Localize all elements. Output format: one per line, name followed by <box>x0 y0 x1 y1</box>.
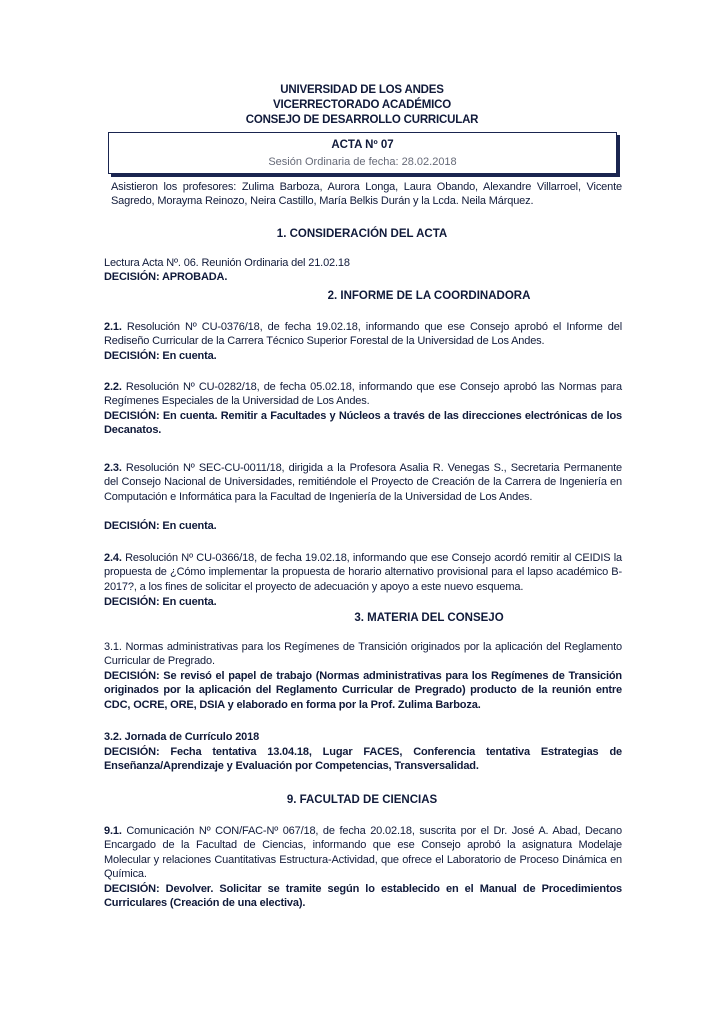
attendance-paragraph: Asistieron los profesores: Zulima Barboza, Aurora Longa, Laura Obando, Alexandre Villarroel, Vicente Sagredo, Morayma Reinozo, Neira Castillo, María Belkis Durán y la Lcda. Neila Márquez. <box>111 181 622 208</box>
item-2-2 <box>104 380 622 409</box>
lectura-item: Lectura Acta Nº. 06. Reunión Ordinaria del 21.02.18 <box>104 257 350 269</box>
acta-number: ACTA Nº 07 <box>331 139 394 151</box>
lectura-decision: DECISIÓN: APROBADA. <box>104 271 228 283</box>
acta-title-box <box>108 132 617 174</box>
item-9-1-decision: DECISIÓN: Devolver. Solicitar se tramite según lo establecido en el Manual de Procedimientos Curriculares (Creación de una electiva). <box>104 883 622 910</box>
section-1-heading: 1. CONSIDERACIÓN DEL ACTA <box>276 228 448 240</box>
item-3-1-decision: DECISIÓN: Se revisó el papel de trabajo (Normas administrativas para los Regímenes de Transición originados por la aplicación del Reglamento Curricular de Pregrado) producto de la reunión entre CDC, OCRE, ORE, DSIA y elaborado en forma por la Prof. Zulima Barboza. <box>104 670 622 711</box>
item-2-2-text: Resolución Nº CU-0282/18, de fecha 05.02.18, informando que ese Consejo aprobó las Normas para Regímenes Especiales de la Universidad de Los Andes. <box>104 381 622 408</box>
item-2-4-decision: DECISIÓN: En cuenta. <box>104 596 217 608</box>
item-9-1 <box>104 824 622 882</box>
item-2-2-decision: DECISIÓN: En cuenta. Remitir a Facultades y Núcleos a través de las direcciones electrónicas de los Decanatos. <box>104 410 622 437</box>
item-2-4-number: 2.4. <box>104 552 122 564</box>
section-2-heading: 2. INFORME DE LA COORDINADORA <box>327 290 531 302</box>
section-3-heading: 3. MATERIA DEL CONSEJO <box>354 612 504 624</box>
item-2-3-text: Resolución Nº SEC-CU-0011/18, dirigida a la Profesora Asalia R. Venegas S., Secretaria Permanente del Consejo Nacional de Universidades, remitiéndole el Proyecto de Creación de la Carrera de Ingeniería en Computación e Informática para la Facultad de Ingeniería de la Universidad de Los Andes. <box>104 462 622 503</box>
section-9-heading: 9. FACULTAD DE CIENCIAS <box>286 794 438 806</box>
item-2-1-decision: DECISIÓN: En cuenta. <box>104 350 217 362</box>
item-2-3-number: 2.3. <box>104 462 122 474</box>
vicerrectorado-name: VICERRECTORADO ACADÉMICO <box>273 99 451 111</box>
university-name: UNIVERSIDAD DE LOS ANDES <box>280 84 444 96</box>
session-date: Sesión Ordinaria de fecha: 28.02.2018 <box>268 156 457 168</box>
item-3-2-title: 3.2. Jornada de Currículo 2018 <box>104 731 260 743</box>
item-3-1: 3.1. Normas administrativas para los Regímenes de Transición originados por la aplicación del Reglamento Curricular de Pregrado. <box>104 641 622 668</box>
item-2-1 <box>104 320 622 349</box>
item-3-2-decision: DECISIÓN: Fecha tentativa 13.04.18, Lugar FACES, Conferencia tentativa Estrategias de Enseñanza/Aprendizaje y Evaluación por Competencias, Transversalidad. <box>104 746 622 773</box>
item-2-1-number: 2.1. <box>104 321 122 333</box>
item-2-3-decision: DECISIÓN: En cuenta. <box>104 520 217 532</box>
item-2-3 <box>104 461 622 504</box>
item-2-4 <box>104 551 622 594</box>
item-9-1-text: Comunicación Nº CON/FAC-Nº 067/18, de fecha 20.02.18, suscrita por el Dr. José A. Abad, Decano Encargado de la Facultad de Ciencias, informando que ese Consejo aprobó la asignatura Modelaje Molecular y relaciones Cuantitativas Estructura-Actividad, que ofrece el Laboratorio de Proceso Dinámica en Química. <box>104 825 622 881</box>
council-name: CONSEJO DE DESARROLLO CURRICULAR <box>245 114 479 126</box>
item-2-4-text: Resolución Nº CU-0366/18, de fecha 19.02.18, informando que ese Consejo acordó remitir al CEIDIS la propuesta de ¿Cómo implementar la propuesta de horario alternativo provisional para el lapso académico B-2017?, a los fines de solicitar el proyecto de adecuación y apoyo a este nuevo esquema. <box>104 552 622 593</box>
item-2-1-text: Resolución Nº CU-0376/18, de fecha 19.02.18, informando que ese Consejo aprobó el Informe del Rediseño Curricular de la Carrera Técnico Superior Forestal de la Universidad de Los Andes. <box>104 321 622 348</box>
item-2-2-number: 2.2. <box>104 381 122 393</box>
item-9-1-number: 9.1. <box>104 825 122 837</box>
